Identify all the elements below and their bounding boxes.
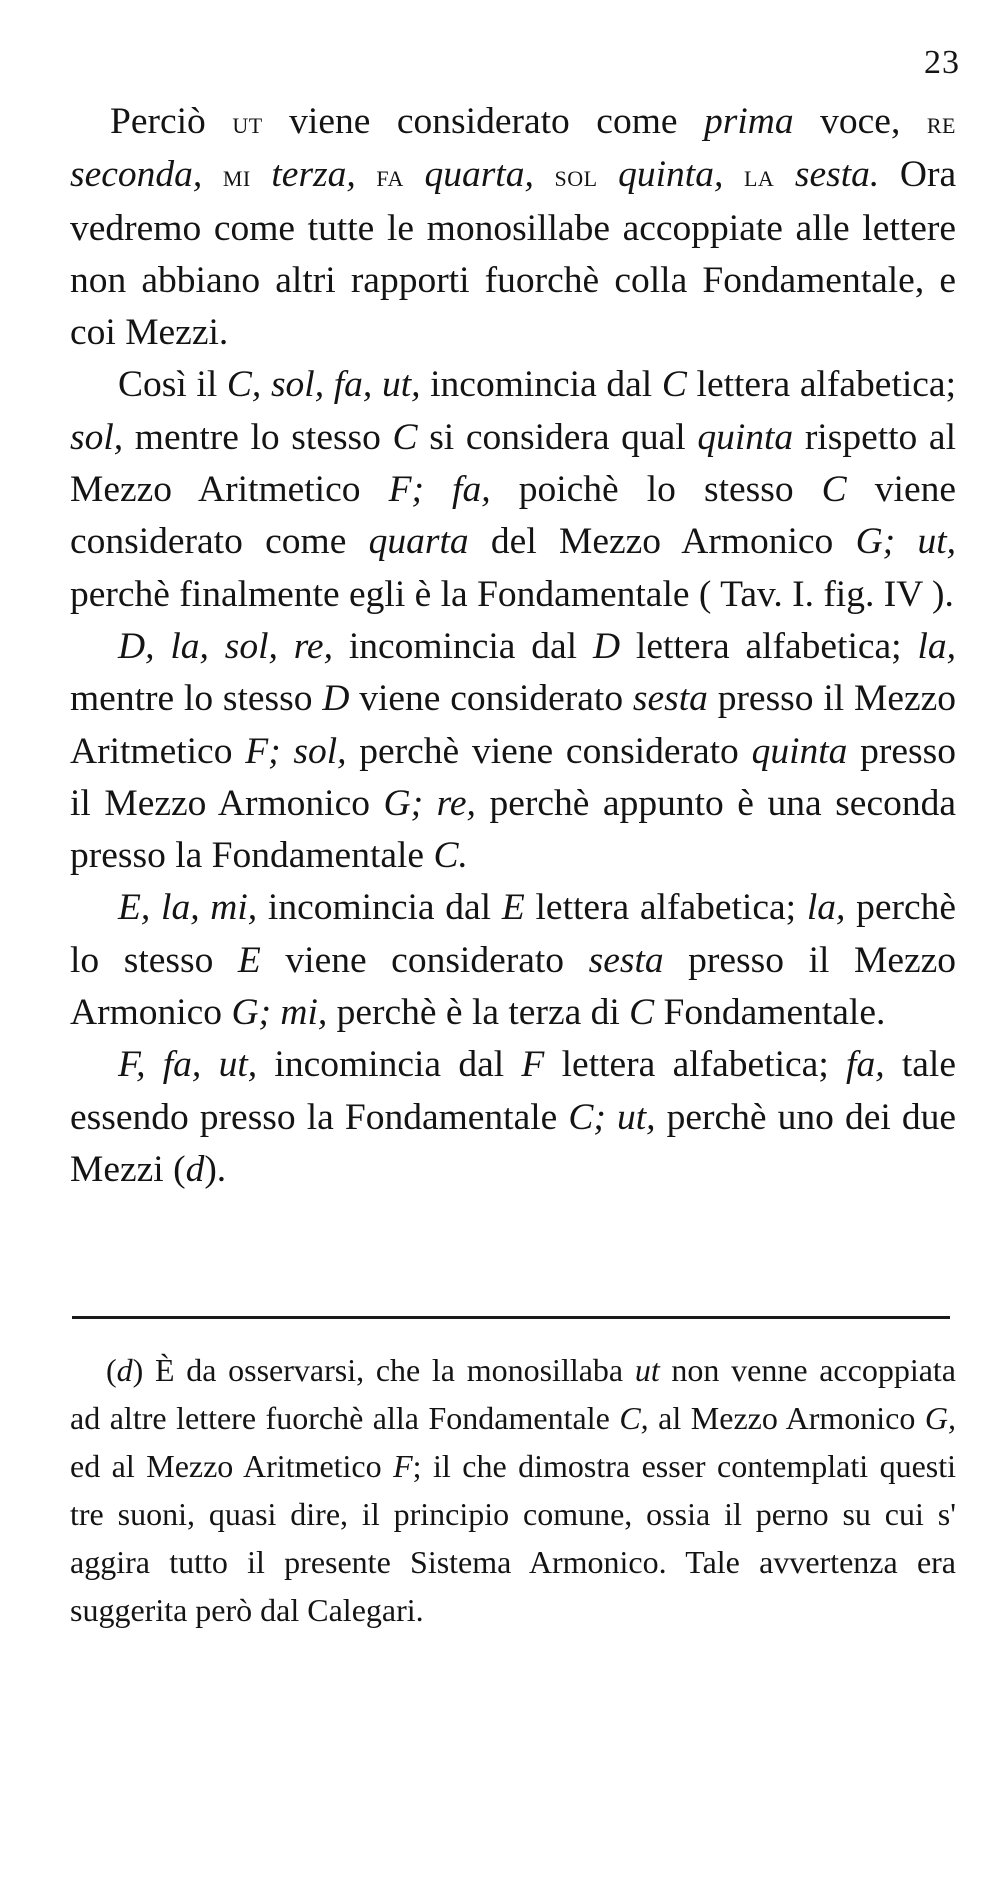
italic-text: C [629, 992, 655, 1034]
text-run: lettera alfabetica; [620, 625, 918, 667]
italic-text: C [821, 469, 847, 511]
italic-text: C, sol, fa, ut, [226, 364, 421, 406]
italic-text: d [185, 1148, 205, 1190]
solmization-syllable: la [743, 158, 775, 194]
paragraph [70, 1039, 956, 1196]
text-run: tale essendo presso la Fondamentale [70, 1044, 956, 1138]
text-run [774, 154, 795, 195]
solmization-syllable: ut [232, 105, 263, 140]
italic-text: G, [924, 1400, 956, 1436]
italic-text: seconda, [70, 154, 203, 196]
paragraph [70, 359, 956, 620]
footnote-divider [72, 1316, 950, 1319]
italic-text: F; fa, [388, 469, 491, 511]
text-run: lettera alfabetica; [544, 1044, 847, 1086]
italic-text: D [592, 625, 621, 667]
text-run [356, 154, 377, 195]
text-run [202, 154, 223, 195]
italic-text: la, [917, 625, 957, 667]
italic-text: C; ut, [568, 1096, 656, 1138]
text-run: rispetto al Mezzo Aritmetico [70, 416, 956, 511]
italic-text: E [237, 939, 261, 981]
italic-text: terza, [271, 154, 356, 196]
paragraph [70, 96, 956, 359]
text-run [598, 154, 619, 195]
italic-text: G; mi, [231, 992, 328, 1034]
text-run: lettera alfabetica; [524, 887, 807, 929]
text-run: al Mezzo Armonico [648, 1400, 925, 1436]
italic-text: C. [433, 835, 468, 877]
text-run: ed al Mezzo Aritmetico [70, 1448, 394, 1484]
solmization-syllable: sol [554, 158, 598, 194]
text-run: ( [106, 1352, 117, 1388]
text-run [723, 154, 744, 195]
italic-text: F, fa, ut, [118, 1044, 258, 1086]
text-run: incomincia dal [332, 625, 593, 667]
italic-text: F; sol, [245, 730, 347, 772]
footnote [70, 1346, 956, 1634]
italic-text: ut [634, 1352, 660, 1388]
italic-text: sesta. [794, 154, 880, 196]
italic-text: G; ut, [855, 521, 956, 563]
text-run [251, 154, 272, 195]
text-run: viene considerato [349, 678, 633, 720]
text-run: incomincia dal [420, 364, 662, 406]
italic-text: d [116, 1352, 133, 1388]
italic-text: quarta, [424, 154, 534, 196]
italic-text: C, [619, 1400, 649, 1436]
text-run: poichè lo stesso [490, 469, 822, 511]
italic-text: prima [704, 101, 794, 142]
italic-text: E [501, 887, 525, 929]
page-number: 23 [924, 44, 960, 81]
italic-text: sesta [588, 939, 664, 981]
italic-text: F [521, 1044, 545, 1086]
text-run: ) È da osservarsi, che la monosillaba [132, 1352, 635, 1388]
text-run: ; il che dimostra esser contemplati questi tre suoni, quasi dire, il principio comune, ossia il perno su cui s' aggira tutto il presente Sistema Armonico. Tale avvertenza era suggerita però dal Calegari. [70, 1448, 957, 1628]
text-run: Perciò [110, 101, 233, 142]
text-run: ). [204, 1148, 227, 1190]
text-run: perchè appunto è una seconda presso la Fondamentale [70, 782, 956, 877]
italic-text: C [661, 364, 687, 406]
text-run: viene considerato come [70, 469, 956, 563]
text-run: incomincia dal [257, 887, 502, 929]
text-run: incomincia dal [257, 1044, 522, 1086]
italic-text: G; re, [383, 782, 476, 824]
paragraph [70, 621, 956, 882]
text-run: perchè uno dei due Mezzi ( [70, 1096, 956, 1190]
text-run: perchè è la terza di [327, 992, 630, 1034]
main-text [70, 96, 956, 1196]
italic-text: F [393, 1448, 413, 1484]
solmization-syllable: fa [376, 158, 404, 194]
text-run: viene considerato [260, 939, 589, 981]
solmization-syllable: mi [222, 158, 251, 194]
text-run: Fondamentale. [654, 992, 886, 1034]
text-run: presso il Mezzo Aritmetico [70, 678, 956, 772]
italic-text: quarta [368, 521, 469, 563]
text-run: si considera qual [417, 416, 698, 458]
text-run: presso il Mezzo Armonico [70, 939, 957, 1034]
text-run: perchè finalmente egli è la Fondamentale ( Tav. I. fig. IV ). [70, 573, 954, 615]
italic-text: sesta [632, 678, 708, 720]
text-run: Ora vedremo come tutte le monosillabe accoppiate alle lettere non abbiano altri rapporti fuorchè colla Fondamentale, e coi Mezzi. [70, 154, 957, 354]
italic-text: la, [806, 887, 846, 929]
italic-text: quinta, [618, 154, 724, 196]
text-run [534, 154, 555, 195]
italic-text: D, la, sol, re, [118, 625, 333, 667]
text-run: voce, [793, 101, 927, 142]
text-run: perchè lo stesso [70, 887, 957, 981]
italic-text: C [392, 416, 418, 458]
text-run: perchè viene considerato [346, 730, 752, 772]
text-run: mentre lo stesso [123, 416, 393, 458]
italic-text: D [322, 678, 350, 720]
italic-text: sol, [70, 416, 124, 458]
text-run: del Mezzo Armonico [468, 521, 856, 563]
italic-text: quinta [697, 416, 794, 458]
text-run: Così il [118, 364, 227, 406]
text-run: non venne accoppiata ad altre lettere fuorchè alla Fondamentale [70, 1352, 957, 1436]
solmization-syllable: re [926, 105, 956, 140]
paragraph [70, 882, 956, 1039]
text-run [404, 154, 425, 195]
text-run: presso il Mezzo Armonico [70, 730, 956, 824]
italic-text: quinta [751, 730, 848, 772]
text-run: mentre lo stesso [70, 678, 323, 720]
italic-text: fa, [846, 1044, 885, 1086]
italic-text: E, la, mi, [118, 887, 258, 929]
text-run: lettera alfabetica; [686, 364, 956, 406]
text-run: viene considerato come [262, 101, 705, 142]
